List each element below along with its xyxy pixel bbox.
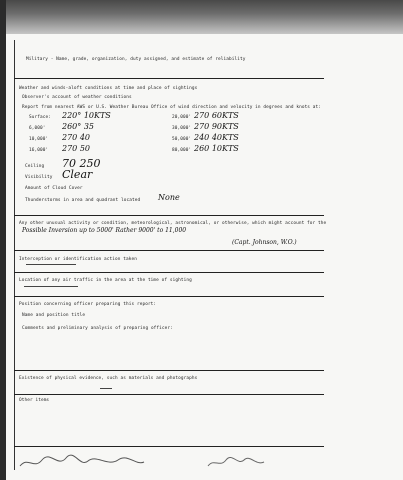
- field-physical-evidence: Existence of physical evidence, such as materials and photographs: [19, 376, 198, 381]
- visibility-value: Clear: [62, 168, 93, 181]
- wind-label: 50,000': [172, 137, 192, 142]
- wind-value: 270 90KTS: [194, 122, 239, 131]
- field-thunderstorms: Thunderstorms in area and quadrant located: [25, 198, 141, 203]
- field-cloud-cover: Amount of Cloud Cover: [25, 186, 83, 191]
- wind-value: 270 40: [62, 133, 90, 142]
- scan-top-edge: [0, 0, 403, 34]
- field-unusual-activity: Any other unusual activity or condition, meteorological, astronomical, or otherwise, which might account for the: [19, 221, 327, 226]
- form-left-rule: [14, 40, 15, 470]
- field-military: Military - Name, grade, organization, duty assigned, and estimate of reliability: [26, 57, 246, 62]
- wind-value: 220° 10KTS: [62, 111, 111, 120]
- wind-label: 6,000': [29, 126, 46, 131]
- rule: [14, 215, 324, 216]
- scan-left-edge: [0, 0, 6, 480]
- handwritten-mark: [100, 388, 112, 389]
- field-name-title: Name and position title: [22, 313, 86, 318]
- rule: [14, 446, 324, 447]
- signature: (Capt. Johnson, W.O.): [232, 239, 297, 246]
- handwritten-stroke: [26, 264, 76, 265]
- field-other-items: Other items: [19, 398, 50, 403]
- bottom-scribble: [18, 452, 148, 472]
- wind-label: Surface:: [29, 115, 51, 120]
- wind-value: 270 50: [62, 144, 90, 153]
- rule: [14, 272, 324, 273]
- field-wind-report: Report from nearest AWS or U.S. Weather Bureau Office of wind direction and velocity in degrees and knots at:: [22, 105, 322, 110]
- rule: [14, 250, 324, 251]
- field-visibility: Visibility: [25, 175, 53, 180]
- wind-label: 16,000': [29, 148, 49, 153]
- unusual-value: Possible Inversion up to 5000' Rather 9000' to 11,000: [22, 227, 187, 234]
- rule: [14, 394, 324, 395]
- field-air-traffic: Location of any air traffic in the area at the time of sighting: [19, 278, 192, 283]
- field-interception: Interception or identification action taken: [19, 257, 137, 262]
- wind-value: 260° 35: [62, 122, 94, 131]
- wind-value: 270 60KTS: [194, 111, 239, 120]
- rule: [14, 296, 324, 297]
- field-observer-weather: Observer's account of weather conditions: [22, 95, 132, 100]
- field-preparing-officer: Position concerning officer preparing this report:: [19, 302, 157, 307]
- field-weather: Weather and winds-aloft conditions at time and place of sightings: [19, 86, 198, 91]
- wind-label: 80,000': [172, 148, 192, 153]
- wind-label: 20,000': [172, 115, 192, 120]
- bottom-scribble: [206, 454, 266, 470]
- field-comments: Comments and preliminary analysis of preparing officer:: [22, 326, 173, 331]
- handwritten-stroke: [24, 286, 78, 287]
- rule: [14, 78, 324, 79]
- wind-label: 10,000': [29, 137, 49, 142]
- field-ceiling: Ceiling: [25, 164, 45, 169]
- rule: [14, 370, 324, 371]
- thunderstorms-value: None: [158, 193, 180, 202]
- ceiling-value: 70 250: [62, 157, 101, 170]
- wind-value: 260 10KTS: [194, 144, 239, 153]
- wind-label: 30,000': [172, 126, 192, 131]
- wind-value: 240 40KTS: [194, 133, 239, 142]
